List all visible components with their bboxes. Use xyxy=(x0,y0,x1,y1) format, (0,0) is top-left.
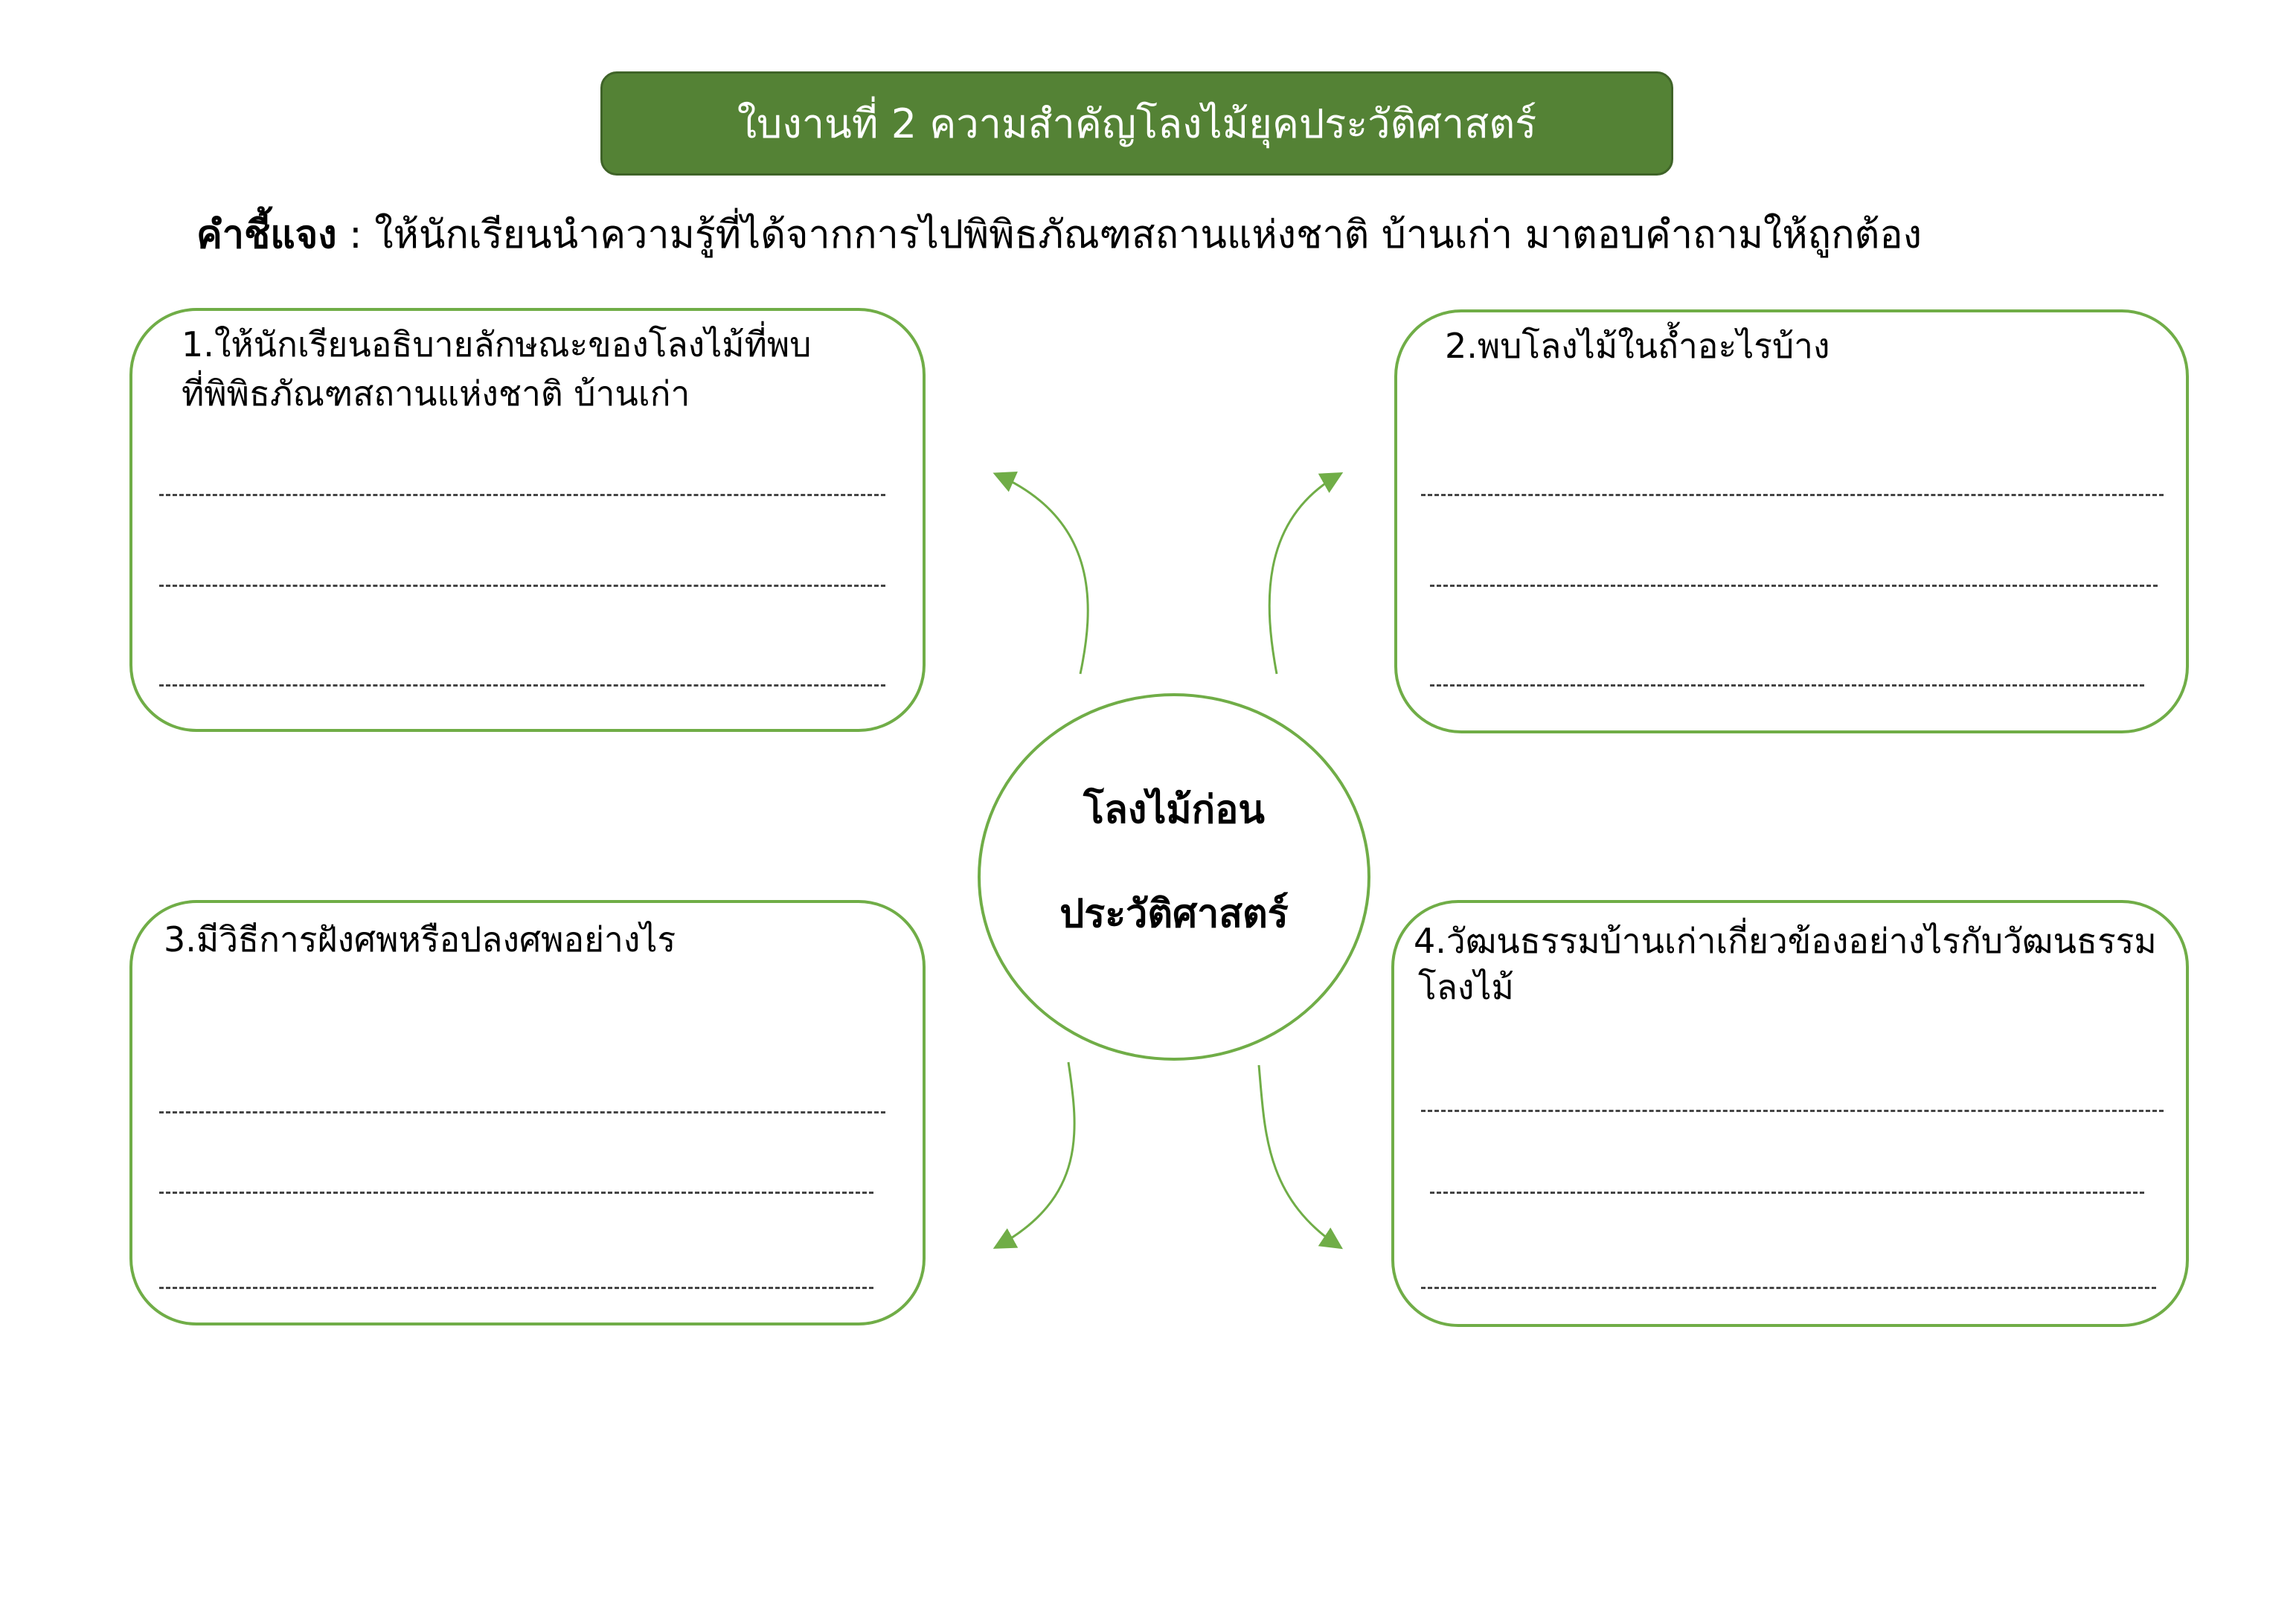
question-2-line-1: 2.พบโลงไม้ในถ้ำอะไรบ้าง xyxy=(1445,326,1830,366)
question-1-line-2: ที่พิพิธภัณฑสถานแห่งชาติ บ้านเก่า xyxy=(182,373,690,414)
answer-line[interactable] xyxy=(159,494,885,496)
answer-line[interactable] xyxy=(159,585,885,587)
answer-line[interactable] xyxy=(159,1111,885,1113)
question-4-line-2: โลงไม้ xyxy=(1418,967,1514,1007)
worksheet-title: ใบงานที่ 2 ความสำคัญโลงไม้ยุคประวัติศาสตร์ xyxy=(600,71,1673,176)
instruction-label: คำชี้แจง xyxy=(196,213,337,257)
answer-line[interactable] xyxy=(1421,494,2164,496)
question-3-line-1: 3.มีวิธีการฝังศพหรือปลงศพอย่างไร xyxy=(164,919,676,960)
question-1-line-1: 1.ให้นักเรียนอธิบายลักษณะของโลงไม้ที่พบ xyxy=(182,324,812,364)
instruction-text: ให้นักเรียนนำความรู้ที่ได้จากการไปพิพิธภัณฑสถานแห่งชาติ บ้านเก่า มาตอบคำถามให้ถูกต้อง xyxy=(374,213,1923,257)
answer-line[interactable] xyxy=(159,1192,873,1194)
center-topic-line-2: ประวัติศาสตร์ xyxy=(1059,892,1289,936)
answer-line[interactable] xyxy=(1421,1287,2156,1289)
instruction-separator: : xyxy=(336,213,375,257)
answer-line[interactable] xyxy=(159,684,885,687)
question-4-line-1: 4.วัฒนธรรมบ้านเก่าเกี่ยวข้องอย่างไรกับวัฒนธรรม xyxy=(1414,921,2157,961)
arrow-to-q1 xyxy=(997,475,1088,674)
center-topic-circle xyxy=(978,693,1370,1061)
arrow-to-q2 xyxy=(1269,475,1339,674)
center-topic-line-1: โลงไม้ก่อน xyxy=(1083,788,1265,832)
answer-line[interactable] xyxy=(1430,1192,2144,1194)
question-box-2 xyxy=(1394,309,2189,733)
answer-line[interactable] xyxy=(1421,1110,2164,1112)
answer-line[interactable] xyxy=(1430,684,2144,687)
arrow-to-q4 xyxy=(1259,1065,1339,1247)
arrow-to-q3 xyxy=(997,1062,1074,1247)
answer-line[interactable] xyxy=(1430,585,2158,587)
answer-line[interactable] xyxy=(159,1287,873,1289)
